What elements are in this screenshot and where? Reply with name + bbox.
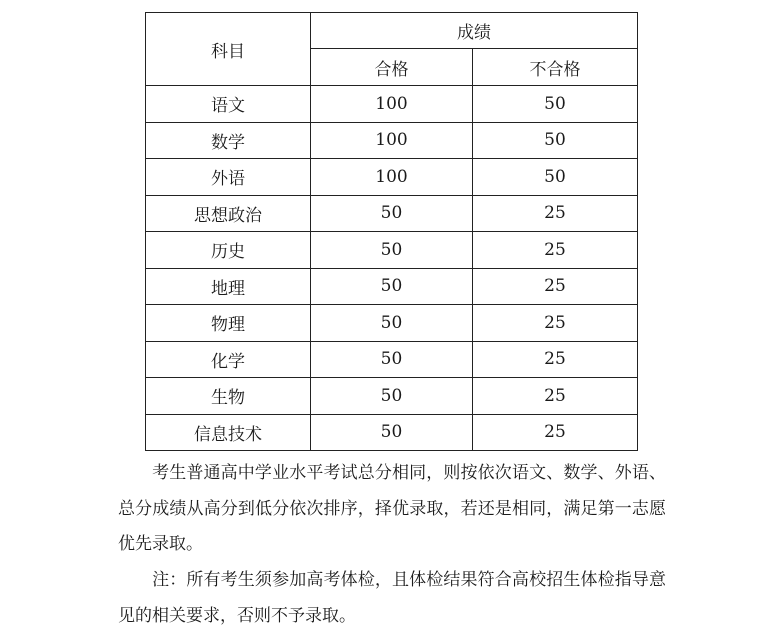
table-row bbox=[146, 232, 638, 269]
fail-score-cell: 25 bbox=[473, 341, 638, 378]
subject-cell: 思想政治 bbox=[146, 195, 311, 232]
subject-cell: 信息技术 bbox=[146, 414, 311, 451]
pass-score-cell: 50 bbox=[311, 195, 473, 232]
table-row bbox=[146, 378, 638, 415]
fail-score-cell: 50 bbox=[473, 86, 638, 123]
subject-cell: 地理 bbox=[146, 268, 311, 305]
fail-score-cell: 50 bbox=[473, 159, 638, 196]
table-row bbox=[146, 86, 638, 123]
table-row bbox=[146, 159, 638, 196]
header-subject: 科目 bbox=[146, 13, 311, 86]
fail-score-cell: 25 bbox=[473, 268, 638, 305]
fail-score-cell: 25 bbox=[473, 195, 638, 232]
table-row bbox=[146, 305, 638, 342]
table-row bbox=[146, 268, 638, 305]
header-score: 成绩 bbox=[311, 13, 638, 49]
subject-cell: 数学 bbox=[146, 122, 311, 159]
table-row bbox=[146, 341, 638, 378]
header-pass: 合格 bbox=[311, 49, 473, 86]
subject-cell: 历史 bbox=[146, 232, 311, 269]
score-table bbox=[145, 12, 638, 451]
subject-cell: 生物 bbox=[146, 378, 311, 415]
ranking-rule-paragraph bbox=[118, 456, 666, 563]
fail-score-cell: 25 bbox=[473, 378, 638, 415]
pass-score-cell: 50 bbox=[311, 341, 473, 378]
subject-cell: 物理 bbox=[146, 305, 311, 342]
fail-score-cell: 25 bbox=[473, 414, 638, 451]
header-fail: 不合格 bbox=[473, 49, 638, 86]
table-row bbox=[146, 414, 638, 451]
table-row bbox=[146, 122, 638, 159]
pass-score-cell: 100 bbox=[311, 86, 473, 123]
note-text: 注：所有考生须参加高考体检，且体检结果符合高校招生体检指导意见的相关要求，否则不予录取。 bbox=[118, 570, 666, 626]
pass-score-cell: 50 bbox=[311, 378, 473, 415]
pass-score-cell: 100 bbox=[311, 159, 473, 196]
fail-score-cell: 50 bbox=[473, 122, 638, 159]
subject-cell: 语文 bbox=[146, 86, 311, 123]
subject-cell: 外语 bbox=[146, 159, 311, 196]
fail-score-cell: 25 bbox=[473, 305, 638, 342]
pass-score-cell: 100 bbox=[311, 122, 473, 159]
note-paragraph bbox=[118, 563, 666, 634]
table-row bbox=[146, 195, 638, 232]
ranking-rule-text: 考生普通高中学业水平考试总分相同，则按依次语文、数学、外语、总分成绩从高分到低分依次排序，择优录取，若还是相同，满足第一志愿优先录取。 bbox=[118, 463, 666, 554]
pass-score-cell: 50 bbox=[311, 232, 473, 269]
pass-score-cell: 50 bbox=[311, 305, 473, 342]
pass-score-cell: 50 bbox=[311, 414, 473, 451]
subject-cell: 化学 bbox=[146, 341, 311, 378]
fail-score-cell: 25 bbox=[473, 232, 638, 269]
pass-score-cell: 50 bbox=[311, 268, 473, 305]
